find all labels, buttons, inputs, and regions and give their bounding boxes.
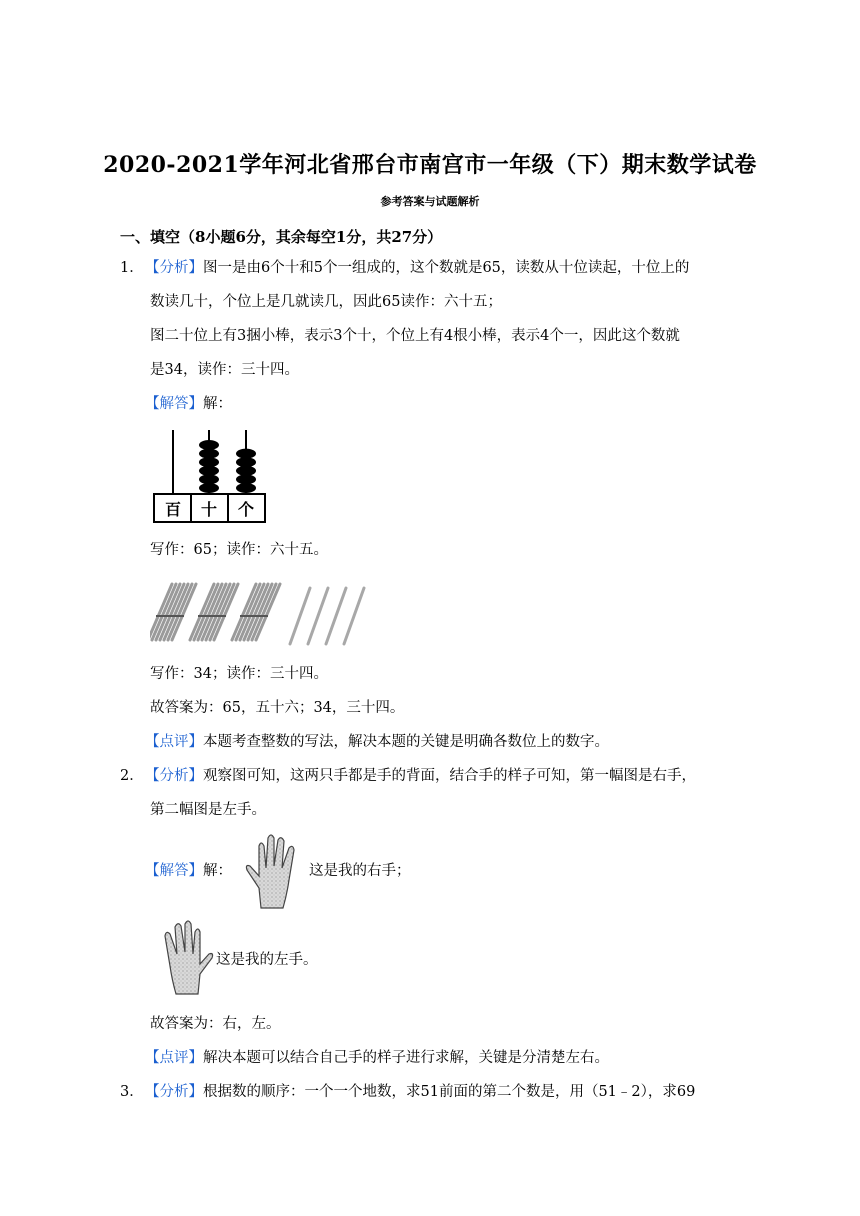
abacus-label-ones: 个	[237, 500, 255, 519]
abacus-bead	[199, 440, 219, 450]
abacus-bead	[236, 457, 256, 467]
stick-bundle	[232, 584, 280, 640]
analysis-tag: 【分析】	[145, 768, 203, 784]
left-hand-caption: 这是我的左手。	[216, 952, 318, 968]
right-hand-caption: 这是我的右手；	[309, 863, 411, 879]
question-1-write-2: 写作：34；读作：三十四。	[150, 666, 328, 682]
question-2-analysis-line-2: 第二幅图是左手。	[150, 802, 266, 818]
answer-tag: 【解答】	[145, 863, 203, 879]
abacus-bead	[199, 483, 219, 493]
analysis-tag: 【分析】	[145, 260, 203, 276]
abacus-figure	[150, 428, 270, 526]
analysis-text: 观察图可知，这两只手都是手的背面，结合手的样子可知，第一幅图是右手，	[203, 768, 696, 784]
single-stick	[308, 588, 328, 644]
section-heading: 一、填空（8小题6分，其余每空1分，共27分）	[120, 228, 443, 246]
question-1-final-answer: 故答案为：65，五十六；34，三十四。	[150, 700, 405, 716]
question-1-analysis-line-1	[145, 258, 689, 278]
single-stick	[344, 588, 364, 644]
stick-singles	[290, 588, 364, 644]
analysis-text: 图一是由6个十和5个一组成的，这个数就是65，读数从十位读起，十位上的	[203, 260, 690, 276]
abacus-bead	[236, 466, 256, 476]
question-2-answer-line	[145, 861, 232, 881]
page-subtitle: 参考答案与试题解析	[380, 195, 480, 208]
abacus-label-hundreds: 百	[164, 500, 182, 519]
question-2-number: 2．	[120, 768, 144, 784]
question-1-analysis-line-2: 数读几十，个位上是几就读几，因此65读作：六十五；	[150, 294, 502, 310]
question-1-write-1: 写作：65；读作：六十五。	[150, 542, 328, 558]
analysis-tag: 【分析】	[145, 1084, 203, 1100]
abacus-bead	[199, 466, 219, 476]
single-stick	[326, 588, 346, 644]
comment-tag: 【点评】	[145, 1050, 203, 1066]
question-1-analysis-line-3: 图二十位上有3捆小棒，表示3个十，个位上有4根小棒，表示4个一，因此这个数就	[150, 328, 680, 344]
question-3-analysis-line-1	[145, 1082, 695, 1102]
question-2-final-answer: 故答案为：右，左。	[150, 1016, 281, 1032]
abacus-label-tens: 十	[200, 500, 218, 519]
question-2-analysis-line-1	[145, 766, 696, 786]
right-hand-image	[243, 832, 309, 912]
abacus-beads-ones	[236, 449, 256, 493]
comment-tag: 【点评】	[145, 734, 203, 750]
abacus-bead	[236, 449, 256, 459]
question-2-comment	[145, 1048, 609, 1068]
question-1-comment	[145, 732, 609, 752]
page-title: 2020-2021学年河北省邢台市南宫市一年级（下）期末数学试卷	[103, 152, 757, 178]
abacus-bead	[199, 449, 219, 459]
answer-text: 解：	[203, 396, 232, 412]
abacus-bead	[236, 483, 256, 493]
answer-tag: 【解答】	[145, 396, 203, 412]
abacus-beads-tens	[199, 440, 219, 493]
stick-bundles	[150, 584, 280, 640]
comment-text: 本题考查整数的写法，解决本题的关键是明确各数位上的数字。	[203, 734, 609, 750]
question-1-answer-line	[145, 394, 232, 414]
answer-text: 解：	[203, 863, 232, 879]
stick-bundle	[190, 584, 238, 640]
abacus-bead	[199, 474, 219, 484]
abacus-bead	[199, 457, 219, 467]
stick-bundle	[150, 584, 196, 640]
abacus-bead	[236, 474, 256, 484]
question-1-analysis-line-4: 是34，读作：三十四。	[150, 362, 299, 378]
left-hand-image	[150, 918, 216, 998]
sticks-figure	[150, 574, 374, 654]
single-stick	[290, 588, 310, 644]
question-3-number: 3．	[120, 1084, 144, 1100]
comment-text: 解决本题可以结合自己手的样子进行求解，关键是分清楚左右。	[203, 1050, 609, 1066]
analysis-text: 根据数的顺序：一个一个地数，求51前面的第二个数是，用（51﹣2），求69	[203, 1084, 696, 1100]
question-1-number: 1．	[120, 260, 144, 276]
